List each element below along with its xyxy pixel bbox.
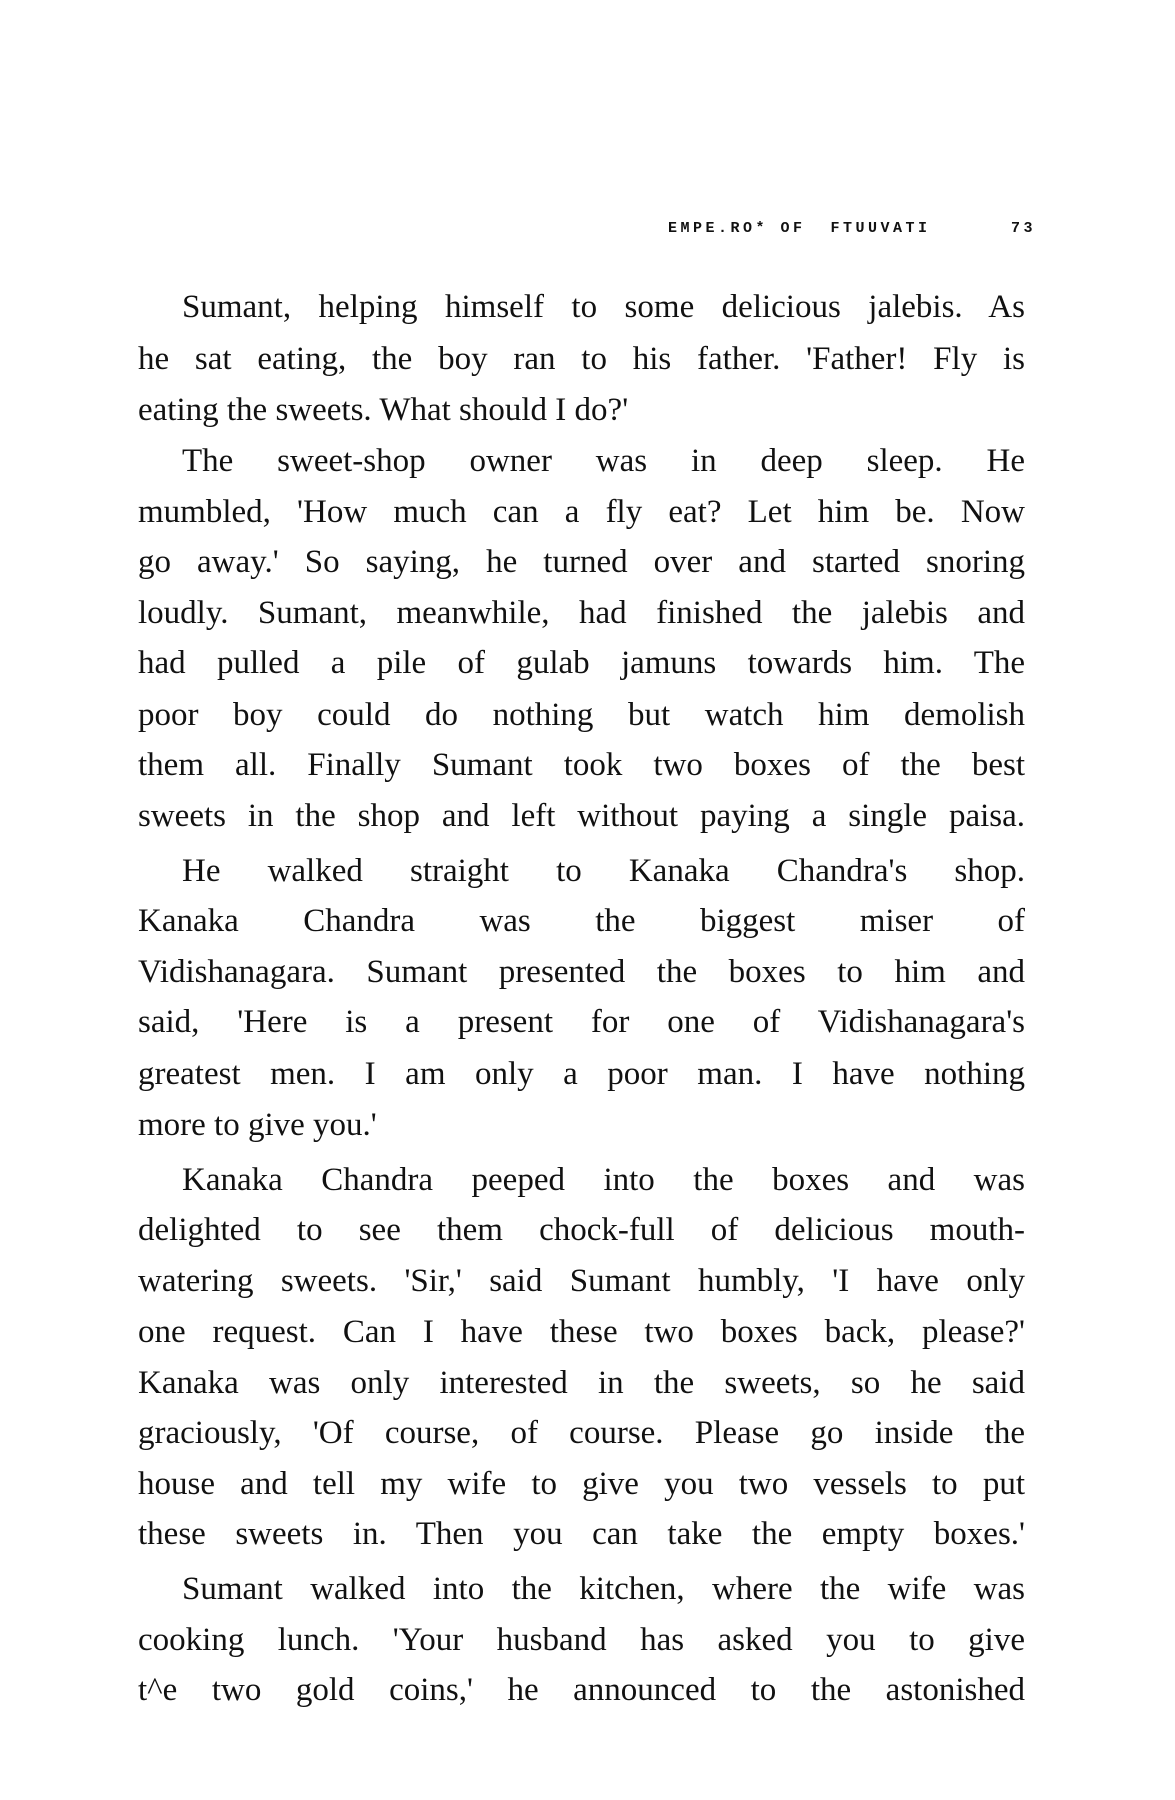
text-line: Kanaka Chandra was the biggest miser of (138, 903, 1025, 939)
text-line: watering sweets. 'Sir,' said Sumant humbly, 'I have only (138, 1263, 1025, 1299)
text-line: greatest men. I am only a poor man. I have nothing (138, 1056, 1025, 1092)
running-title: EMPE.RO* OF FTUUVATI (668, 220, 931, 237)
text-line: Kanaka Chandra peeped into the boxes and was (182, 1162, 1025, 1198)
text-line: t^e two gold coins,' he announced to the astonished (138, 1672, 1025, 1708)
text-line: one request. Can I have these two boxes back, please?' (138, 1314, 1025, 1350)
text-line: Sumant, helping himself to some delicious jalebis. As (182, 289, 1025, 325)
text-line: these sweets in. Then you can take the empty boxes.' (138, 1516, 1025, 1552)
text-line: he sat eating, the boy ran to his father. 'Father! Fly is (138, 341, 1025, 377)
text-line: Kanaka was only interested in the sweets, so he said (138, 1365, 1025, 1401)
text-line: sweets in the shop and left without paying a single paisa. (138, 798, 1025, 834)
text-line: more to give you.' (138, 1107, 377, 1143)
text-line: them all. Finally Sumant took two boxes of the best (138, 747, 1025, 783)
text-line: house and tell my wife to give you two vessels to put (138, 1466, 1025, 1502)
text-line: graciously, 'Of course, of course. Please go inside the (138, 1415, 1025, 1451)
text-line: delighted to see them chock-full of delicious mouth- (138, 1212, 1025, 1248)
text-line: had pulled a pile of gulab jamuns towards him. The (138, 645, 1025, 681)
text-line: go away.' So saying, he turned over and started snoring (138, 544, 1025, 580)
text-line: cooking lunch. 'Your husband has asked you to give (138, 1622, 1025, 1658)
text-line: Vidishanagara. Sumant presented the boxes to him and (138, 954, 1025, 990)
text-line: The sweet-shop owner was in deep sleep. He (182, 443, 1025, 479)
text-line: poor boy could do nothing but watch him demolish (138, 697, 1025, 733)
text-line: He walked straight to Kanaka Chandra's shop. (182, 853, 1025, 889)
text-line: eating the sweets. What should I do?' (138, 392, 629, 428)
running-header (668, 220, 1036, 242)
text-line: mumbled, 'How much can a fly eat? Let him be. Now (138, 494, 1025, 530)
page-number: 73 (1010, 220, 1036, 237)
text-line: said, 'Here is a present for one of Vidishanagara's (138, 1004, 1025, 1040)
text-line: loudly. Sumant, meanwhile, had finished the jalebis and (138, 595, 1025, 631)
text-line: Sumant walked into the kitchen, where the wife was (182, 1571, 1025, 1607)
